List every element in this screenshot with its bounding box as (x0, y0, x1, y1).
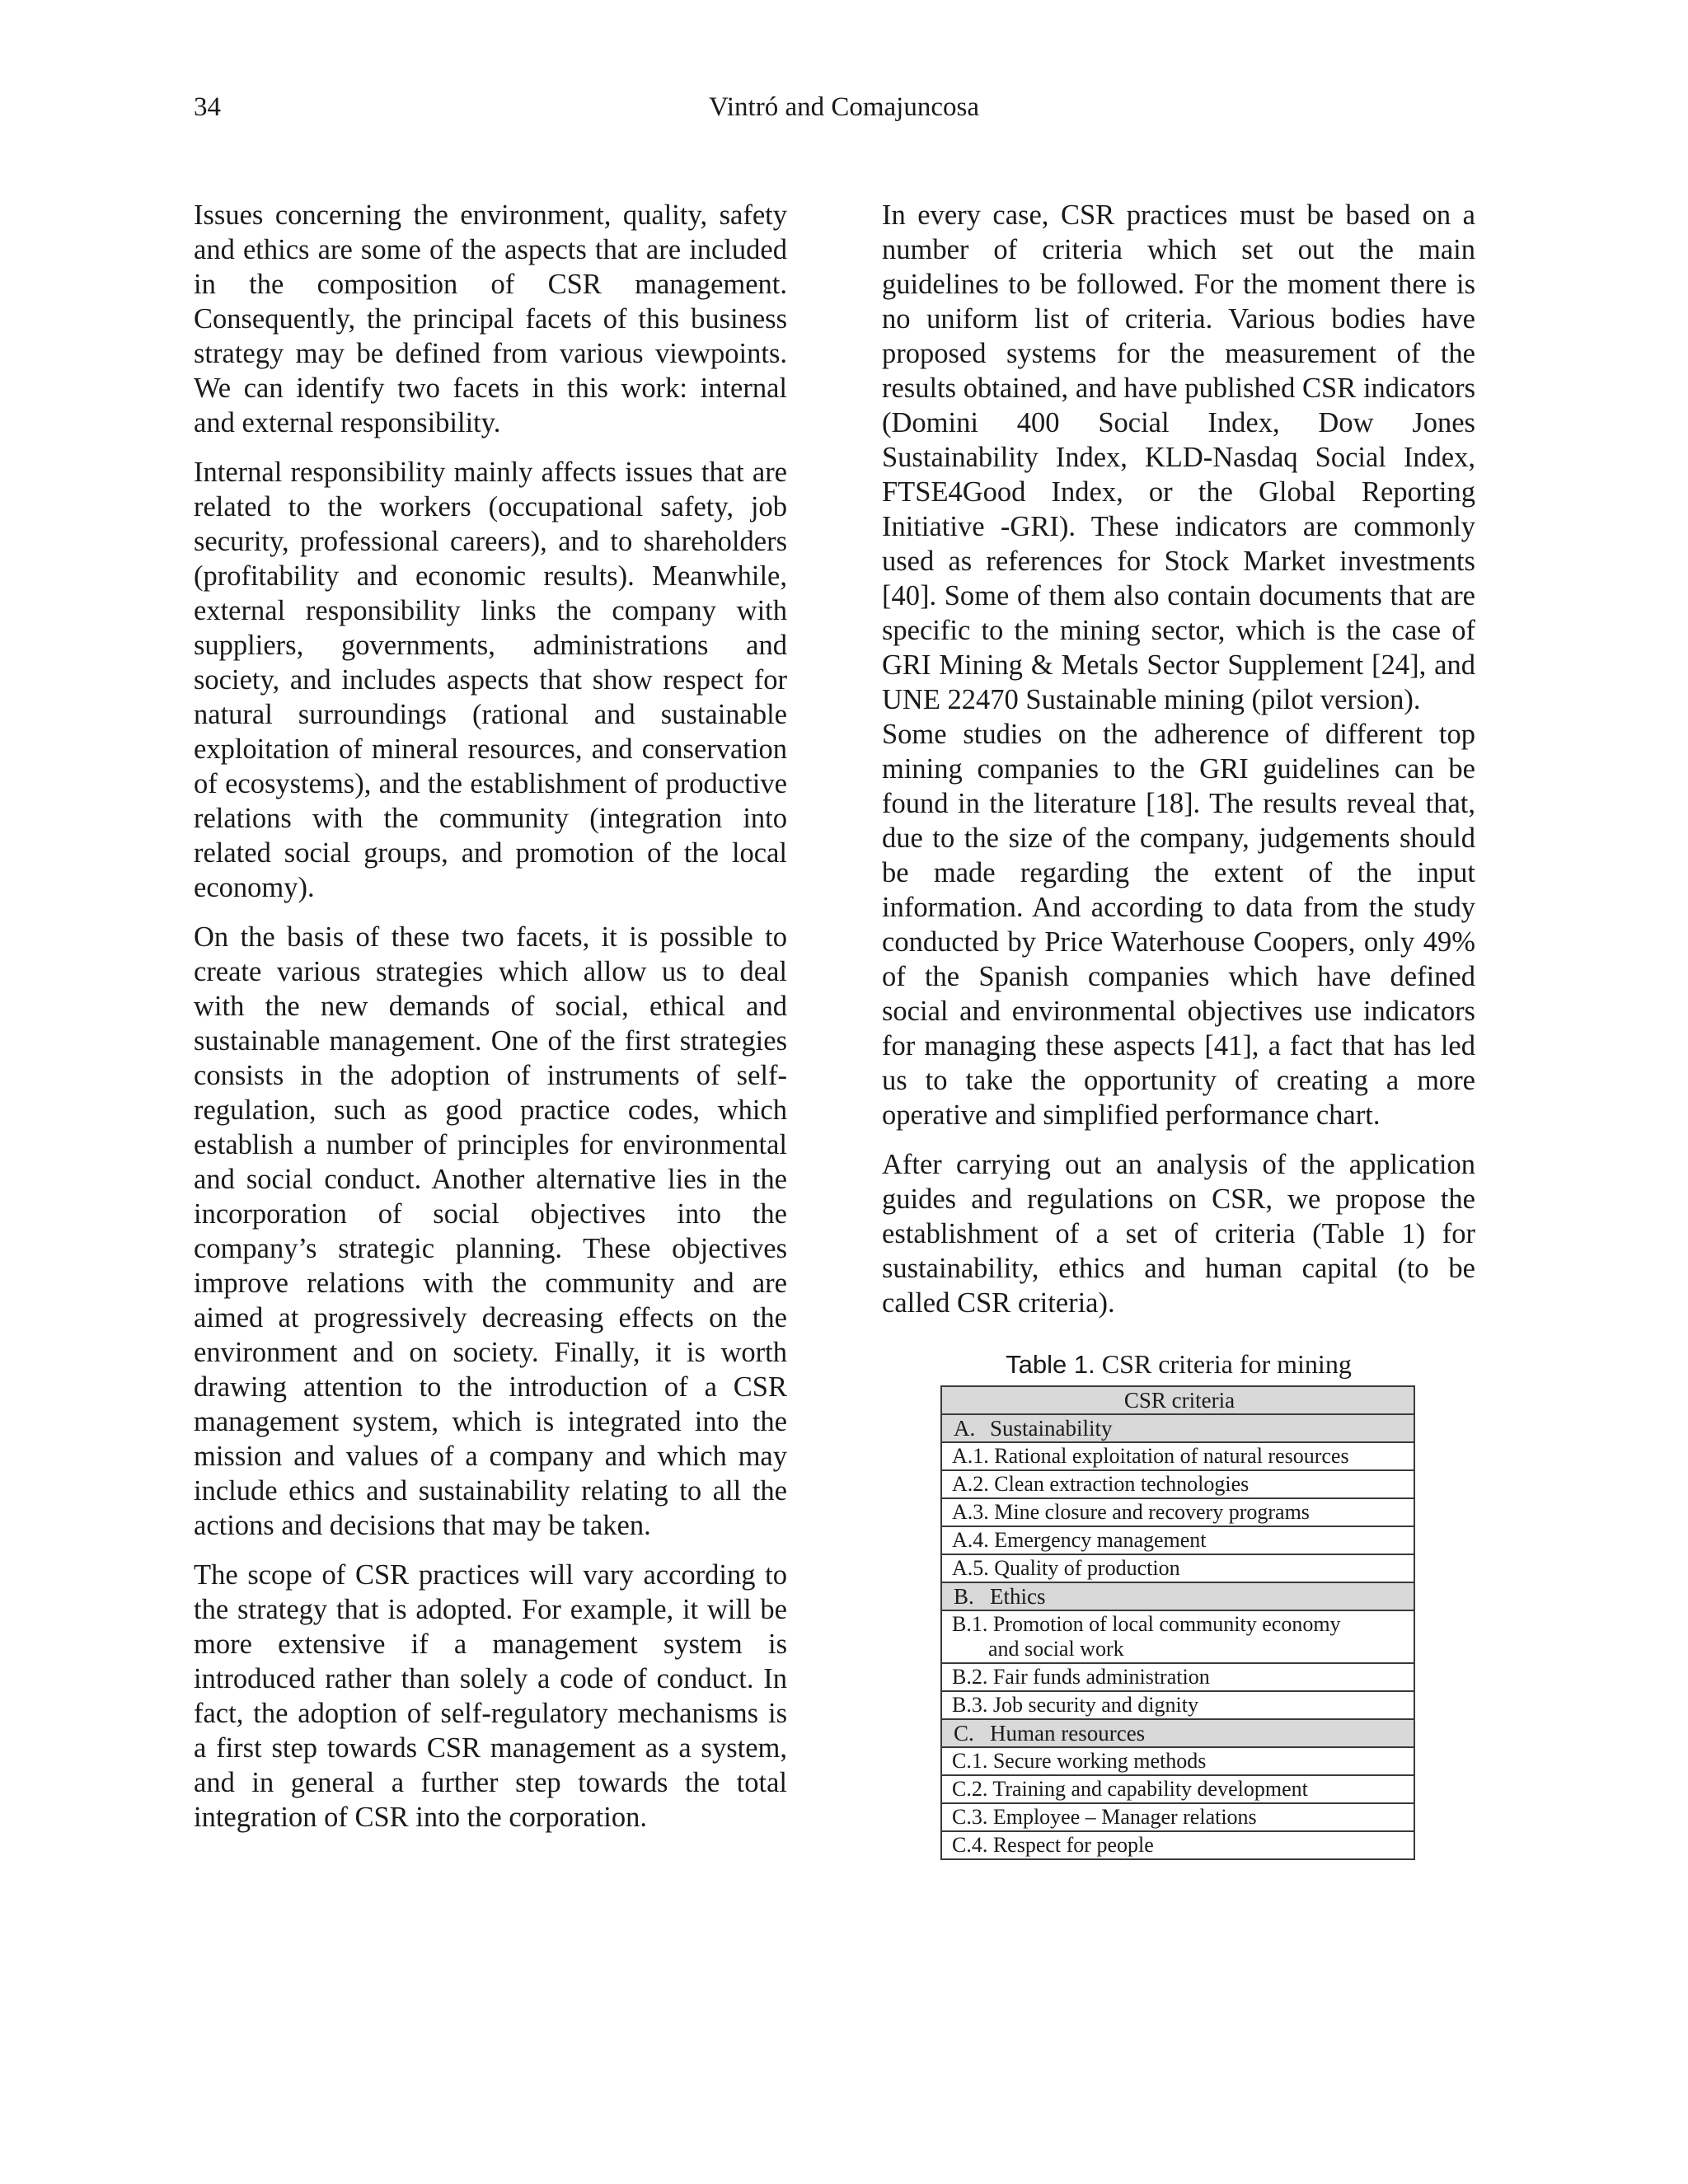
table-row (941, 1554, 1414, 1582)
paragraph: Issues concerning the environment, quality, safety and ethics are some of the aspects that are included in the composition of CSR management. Consequently, the principal facets of this business strategy may be defined from various viewpoints. We can identify two facets in this work: internal and external responsibility. (194, 199, 787, 438)
paragraph: Internal responsibility mainly affects issues that are related to the workers (occupational safety, job security, professional careers), and to shareholders (profitability and economic results). Meanwhile, external responsibility links the company with suppliers, governments, administrations and society, and includes aspects that show respect for natural surroundings (rational and sustainable exploitation of mineral resources, and conservation of ecosystems), and the establishment of productive relations with the community (integration into related social groups, and promotion of the local economy). (194, 457, 787, 903)
section-title: Ethics (990, 1584, 1046, 1609)
page-header (0, 92, 1688, 134)
criterion-item-multiline (941, 1610, 1414, 1663)
table-row (941, 1610, 1414, 1663)
table-row (941, 1442, 1414, 1470)
criterion-item: B.1. Promotion of local community economy (952, 1612, 1341, 1636)
paragraph: In every case, CSR practices must be based on a number of criteria which set out the main guidelines to be followed. For the moment there is no uniform list of criteria. Various bodies have proposed systems for the measurement of the results obtained, and have published CSR indicators (Domini 400 Social Index, Dow Jones Sustainability Index, KLD-Nasdaq Social Index, FTSE4Good Index, or the Global Reporting Initiative -GRI). These indicators are commonly used as references for Stock Market investments [40]. Some of them also contain documents that are specific to the mining sector, which is the case of GRI Mining & Metals Sector Supplement [24], and UNE 22470 Sustainable mining (pilot version). (882, 199, 1475, 715)
table-section-row (941, 1719, 1414, 1747)
criterion-item: A.5. Quality of production (941, 1554, 1414, 1582)
section-letter: B. (954, 1584, 974, 1609)
criterion-item: C.1. Secure working methods (941, 1747, 1414, 1775)
section-heading (941, 1719, 1414, 1747)
table-row (941, 1663, 1414, 1691)
table-header-row (941, 1386, 1414, 1414)
table-caption-label: Table 1. (1006, 1350, 1095, 1379)
page-number: 34 (194, 92, 221, 122)
section-heading (941, 1582, 1414, 1610)
section-title: Sustainability (990, 1416, 1113, 1441)
table-row (941, 1831, 1414, 1859)
criterion-item: A.1. Rational exploitation of natural resources (941, 1442, 1414, 1470)
criterion-item: A.4. Emergency management (941, 1526, 1414, 1554)
criterion-item-continuation: and social work (988, 1637, 1124, 1661)
criterion-item: A.3. Mine closure and recovery programs (941, 1498, 1414, 1526)
criterion-item: C.2. Training and capability development (941, 1775, 1414, 1803)
section-heading (941, 1414, 1414, 1442)
paragraph: On the basis of these two facets, it is possible to create various strategies which allow us to deal with the new demands of social, ethical and sustainable management. One of the first strategies consists in the adoption of instruments of self-regulation, such as good practice codes, which establish a number of principles for environmental and social conduct. Another alternative lies in the incorporation of social objectives into the company’s strategic planning. These objectives improve relations with the community and are aimed at progressively decreasing effects on the environment and on society. Finally, it is worth drawing attention to the introduction of a CSR management system, which is integrated into the mission and values of a company and which may include ethics and sustainability relating to all the actions and decisions that may be taken. (194, 921, 787, 1541)
table-row (941, 1691, 1414, 1719)
csr-criteria-table (940, 1385, 1415, 1860)
right-column (882, 198, 1475, 1860)
table-section-row (941, 1582, 1414, 1610)
criterion-item: C.4. Respect for people (941, 1831, 1414, 1859)
paragraph: The scope of CSR practices will vary according to the strategy that is adopted. For example, it will be more extensive if a management system is introduced rather than solely a code of conduct. In fact, the adoption of self-regulatory mechanisms is a first step towards CSR management as a system, and in general a further step towards the total integration of CSR into the corporation. (194, 1559, 787, 1833)
paragraph: Some studies on the adherence of different top mining companies to the GRI guidelines can be found in the literature [18]. The results reveal that, due to the size of the company, judgements should be made regarding the extent of the input information. And according to data from the study conducted by Price Waterhouse Coopers, only 49% of the Spanish companies which have defined social and environmental objectives use indicators for managing these aspects [41], a fact that has led us to take the opportunity of creating a more operative and simplified performance chart. (882, 719, 1475, 1131)
criterion-item: B.2. Fair funds administration (941, 1663, 1414, 1691)
table-section-row (941, 1414, 1414, 1442)
table-row (941, 1775, 1414, 1803)
running-head: Vintró and Comajuncosa (709, 92, 979, 122)
criterion-item: B.3. Job security and dignity (941, 1691, 1414, 1719)
paragraph: After carrying out an analysis of the application guides and regulations on CSR, we propose the establishment of a set of criteria (Table 1) for sustainability, ethics and human capital (to be called CSR criteria). (882, 1149, 1475, 1319)
criterion-item: A.2. Clean extraction technologies (941, 1470, 1414, 1498)
section-title: Human resources (990, 1721, 1146, 1746)
criterion-item: C.3. Employee – Manager relations (941, 1803, 1414, 1831)
table-header: CSR criteria (941, 1386, 1414, 1414)
section-letter: A. (954, 1416, 976, 1441)
table-row (941, 1498, 1414, 1526)
table-row (941, 1803, 1414, 1831)
left-column (194, 198, 787, 1849)
table-caption-text: CSR criteria for mining (1101, 1349, 1352, 1379)
section-letter: C. (954, 1721, 974, 1746)
table-row (941, 1747, 1414, 1775)
table-caption (882, 1348, 1475, 1380)
table-row (941, 1470, 1414, 1498)
table-row (941, 1526, 1414, 1554)
